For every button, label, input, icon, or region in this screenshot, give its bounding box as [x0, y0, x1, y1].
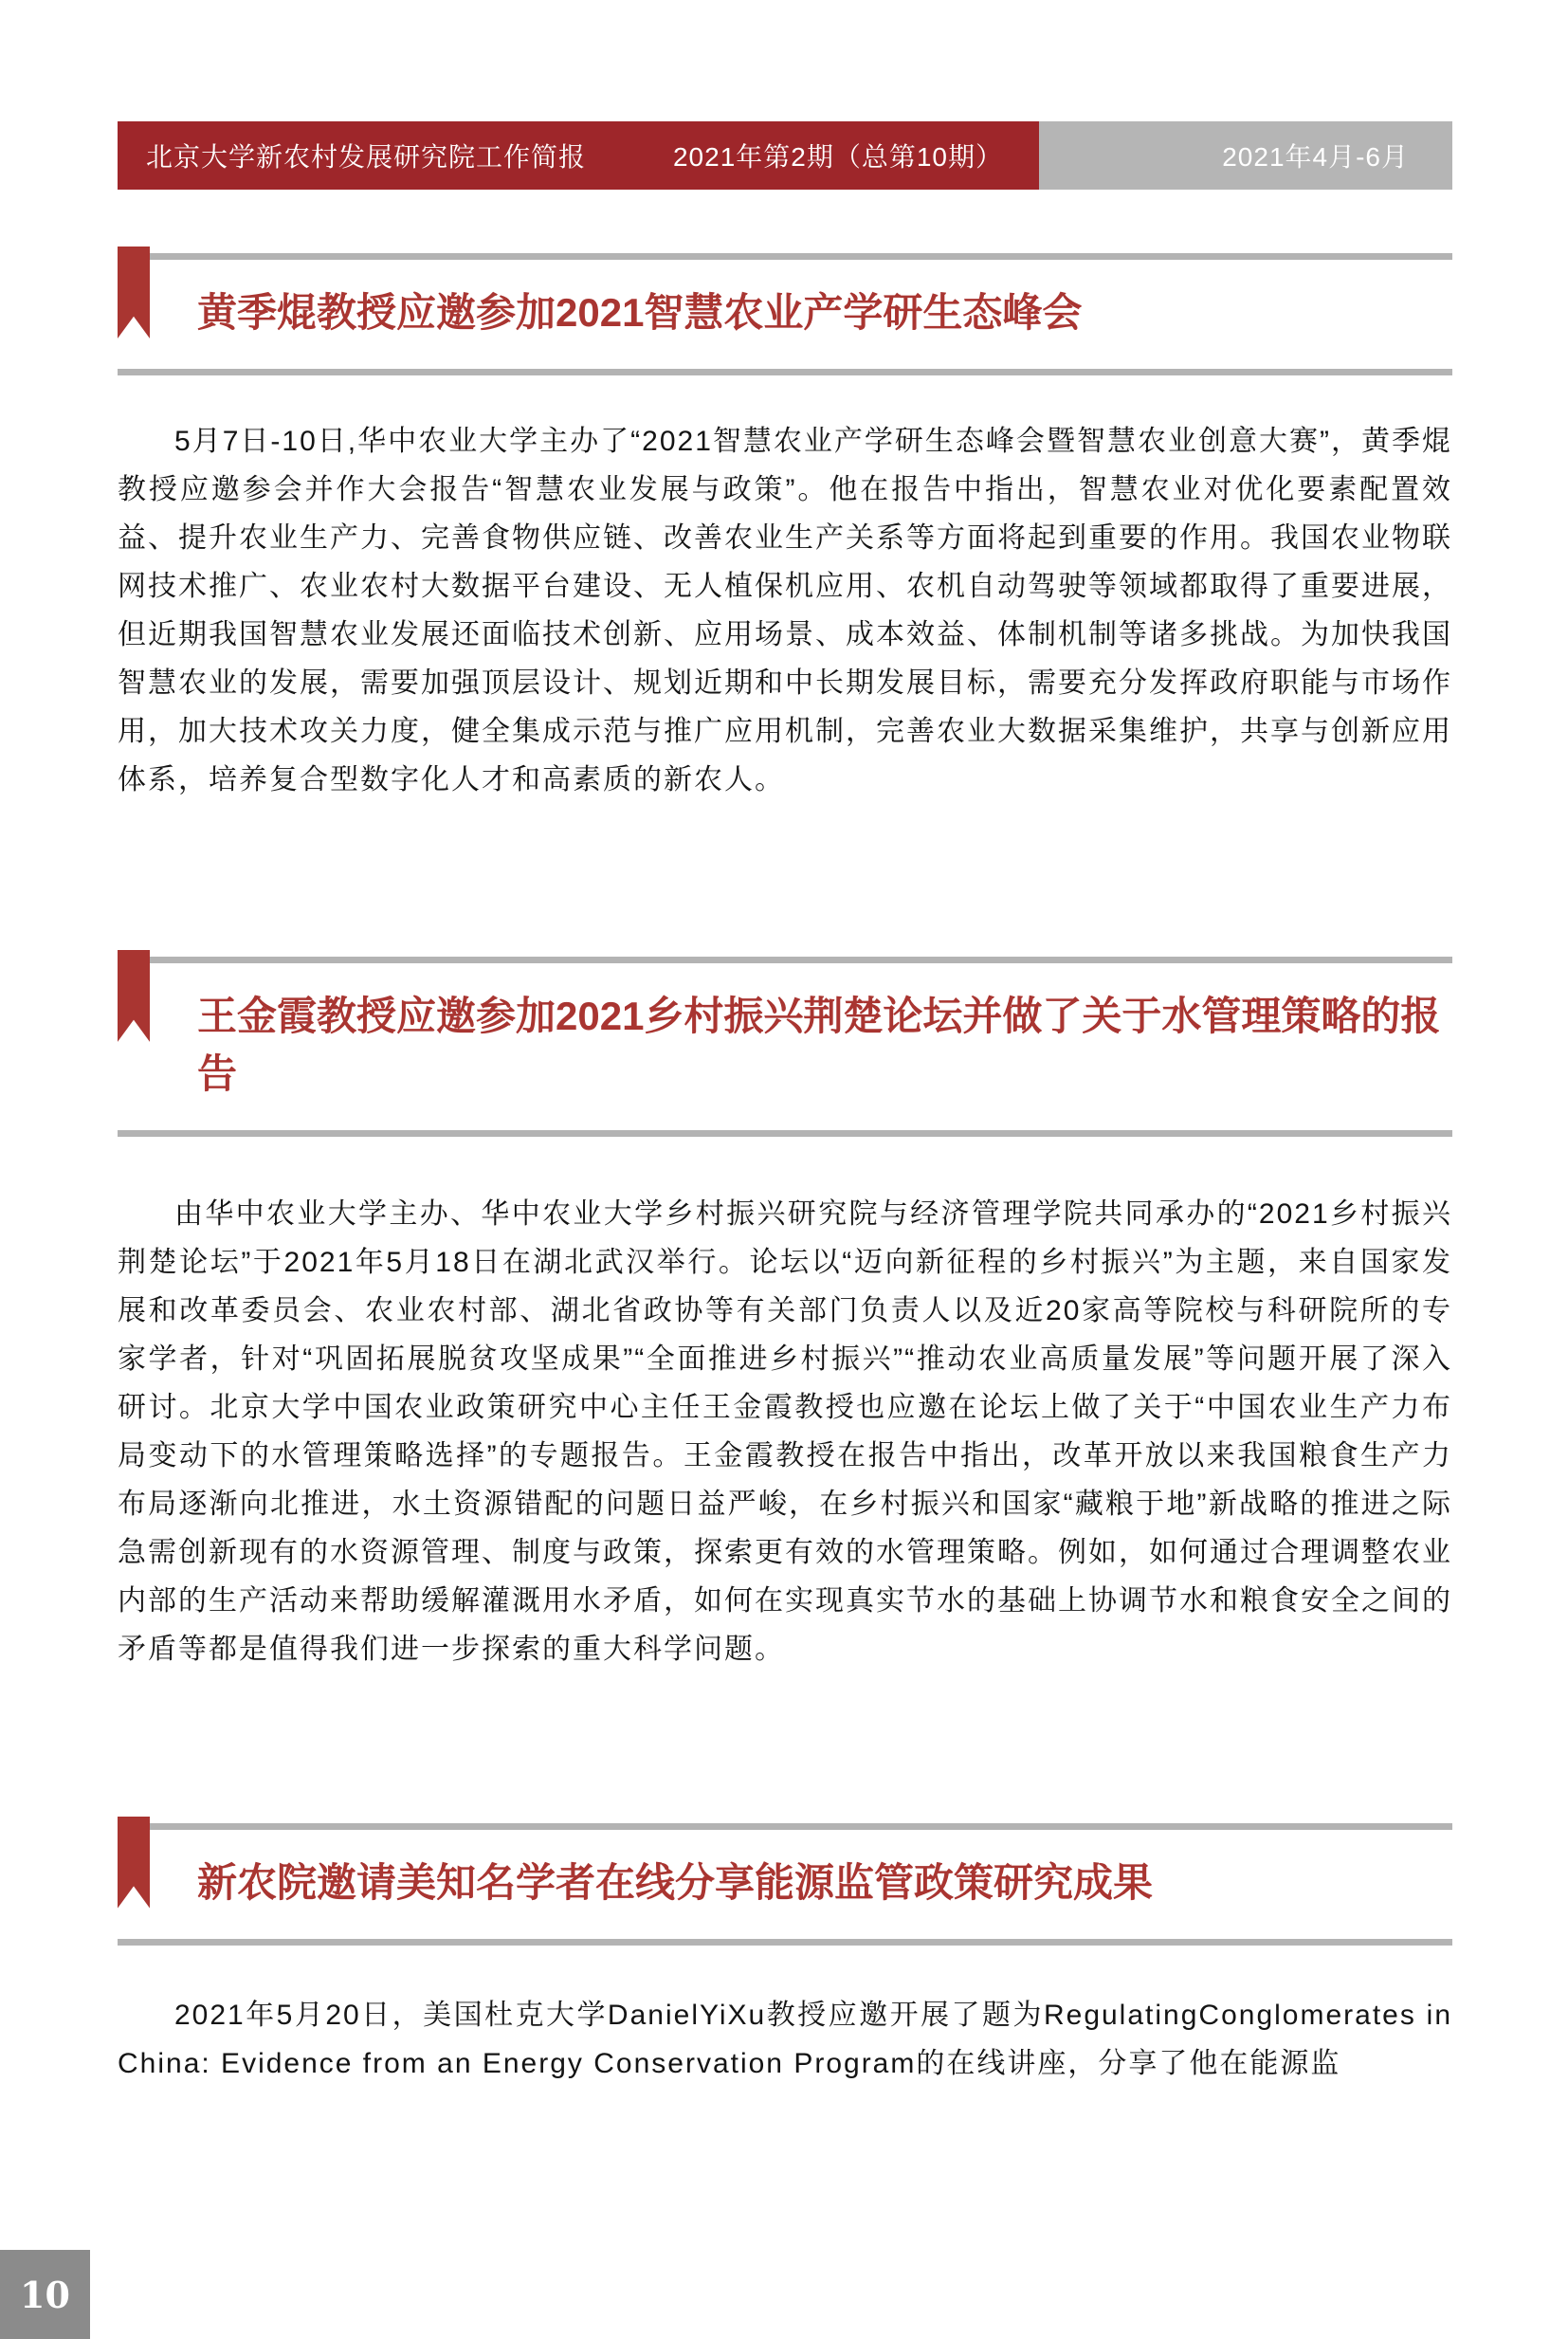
header-period: 2021年4月-6月	[1222, 142, 1409, 172]
bookmark-ribbon-icon	[118, 1817, 150, 1909]
section-body: 由华中农业大学主办、华中农业大学乡村振兴研究院与经济管理学院共同承办的“2021乡村振兴荆楚论坛”于2021年5月18日在湖北武汉举行。论坛以“迈向新征程的乡村振兴”为主题，来自国家发展和改革委员会、农业农村部、湖北省政协等有关部门负责人以及近20家高等院校与科研院所的专家学者，针对“巩固拓展脱贫攻坚成果”“全面推进乡村振兴”“推动农业高质量发展”等问题开展了深入研讨。北京大学中国农业政策研究中心主任王金霞教授也应邀在论坛上做了关于“中国农业生产力布局变动下的水管理策略选择”的专题报告。王金霞教授在报告中指出，改革开放以来我国粮食生产力布局逐渐向北推进，水土资源错配的问题日益严峻，在乡村振兴和国家“藏粮于地”新战略的推进之际急需创新现有的水资源管理、制度与政策，探索更有效的水管理策略。例如，如何通过合理调整农业内部的生产活动来帮助缓解灌溉用水矛盾，如何在实现真实节水的基础上协调节水和粮食安全之间的矛盾等都是值得我们进一步探索的重大科学问题。	[118, 1197, 1452, 1665]
section-title: 新农院邀请美知名学者在线分享能源监管政策研究成果	[197, 1859, 1154, 1905]
header-gray-band	[1039, 121, 1452, 190]
section-body: 2021年5月20日，美国杜克大学DanielYiXu教授应邀开展了题为RegulatingConglomerates in China: Evidence from an Energy Conservation Program的在线讲座，分享了他在能源监	[118, 1999, 1452, 2079]
header-title: 北京大学新农村发展研究院工作简报	[146, 142, 587, 172]
section-title: 黄季焜教授应邀参加2021智慧农业产学研生态峰会	[197, 290, 1083, 335]
section-body: 5月7日-10日,华中农业大学主办了“2021智慧农业产学研生态峰会暨智慧农业创意大赛”，黄季焜教授应邀参会并作大会报告“智慧农业发展与政策”。他在报告中指出，智慧农业对优化要素配置效益、提升农业生产力、完善食物供应链、改善农业生产关系等方面将起到重要的作用。我国农业物联网技术推广、农业农村大数据平台建设、无人植保机应用、农机自动驾驶等领域都取得了重要进展，但近期我国智慧农业发展还面临技术创新、应用场景、成本效益、体制机制等诸多挑战。为加快我国智慧农业的发展，需要加强顶层设计、规划近期和中长期发展目标，需要充分发挥政府职能与市场作用，加大技术攻关力度，健全集成示范与推广应用机制，完善农业大数据采集维护，共享与创新应用体系，培养复合型数字化人才和高素质的新农人。	[118, 425, 1452, 795]
bookmark-ribbon-icon	[118, 247, 150, 338]
page-content	[118, 121, 1452, 2088]
header-issue: 2021年第2期（总第10期）	[672, 142, 1003, 172]
section-title: 王金霞教授应邀参加2021乡村振兴荆楚论坛并做了关于水管理策略的报告	[197, 993, 1441, 1096]
header-bar	[118, 121, 1452, 190]
section-heading-energy	[118, 1823, 1452, 1946]
bookmark-ribbon-icon	[118, 950, 150, 1042]
header-red-band	[118, 121, 1039, 190]
page-number: 10	[20, 2273, 70, 2316]
section-heading-huang	[118, 253, 1452, 375]
page-number-badge	[0, 2250, 90, 2339]
section-heading-wang	[118, 957, 1452, 1137]
